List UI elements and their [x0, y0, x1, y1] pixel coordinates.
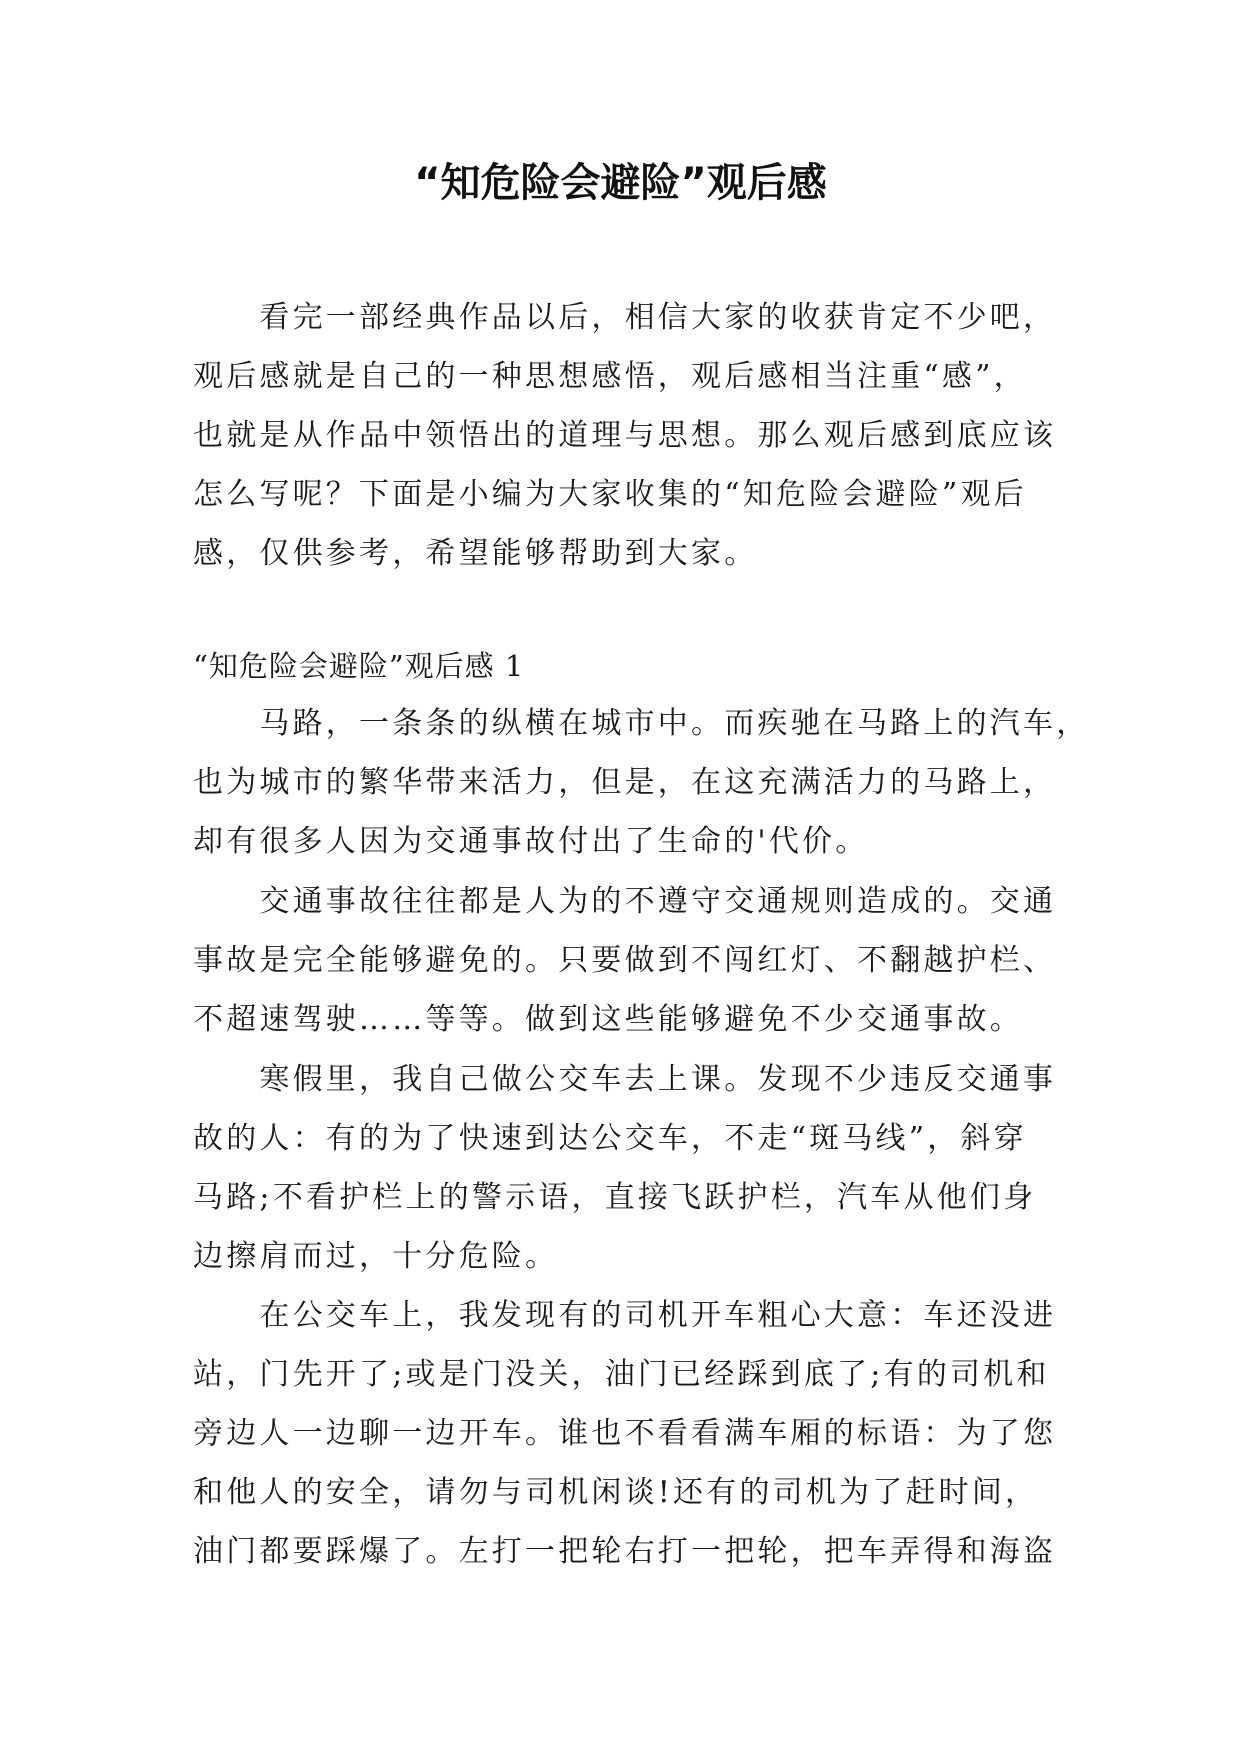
paragraph-line: 站，门先开了;或是门没关，油门已经踩到底了;有的司机和: [193, 1357, 1050, 1392]
paragraph-line: 寒假里，我自己做公交车去上课。发现不少违反交通事: [193, 1062, 1057, 1097]
intro-paragraph: [193, 288, 1065, 583]
body-paragraph-2: [193, 872, 1065, 1049]
document-title: “知危险会避险”观后感: [414, 160, 827, 206]
body-paragraph-3: [193, 1050, 1065, 1286]
intro-line: 观后感就是自己的一种思想感悟，观后感相当注重“感”，: [193, 359, 1027, 394]
paragraph-line: 却有很多人因为交通事故付出了生命的'代价。: [193, 824, 869, 859]
intro-line: 看完一部经典作品以后，相信大家的收获肯定不少吧，: [193, 300, 1057, 335]
paragraph-line: 也为城市的繁华带来活力，但是，在这充满活力的马路上，: [193, 765, 1057, 800]
body-paragraph-4: [193, 1286, 1065, 1581]
paragraph-line: 边擦肩而过，十分危险。: [193, 1239, 559, 1274]
paragraph-line: 旁边人一边聊一边开车。谁也不看看满车厢的标语：为了您: [193, 1416, 1057, 1451]
paragraph-line: 事故是完全能够避免的。只要做到不闯红灯、不翻越护栏、: [193, 943, 1057, 978]
body-paragraph-1: [193, 694, 1090, 871]
intro-line: 也就是从作品中领悟出的道理与思想。那么观后感到底应该: [193, 418, 1057, 453]
paragraph-line: 马路，一条条的纵横在城市中。而疾驰在马路上的汽车，: [193, 706, 1090, 741]
paragraph-line: 和他人的安全，请勿与司机闲谈!还有的司机为了赶时间，: [193, 1475, 1039, 1510]
paragraph-line: 油门都要踩爆了。左打一把轮右打一把轮，把车弄得和海盗: [193, 1534, 1057, 1569]
section-heading: “知危险会避险”观后感 1: [193, 649, 525, 683]
paragraph-line: 不超速驾驶……等等。做到这些能够避免不少交通事故。: [193, 1002, 1023, 1037]
paragraph-line: 马路;不看护栏上的警示语，直接飞跃护栏，汽车从他们身: [193, 1180, 1037, 1215]
paragraph-line: 交通事故往往都是人为的不遵守交通规则造成的。交通: [193, 884, 1057, 919]
intro-line: 怎么写呢？下面是小编为大家收集的“知危险会避险”观后: [193, 477, 1027, 512]
intro-line: 感，仅供参考，希望能够帮助到大家。: [193, 536, 758, 571]
paragraph-line: 在公交车上，我发现有的司机开车粗心大意：车还没进: [193, 1298, 1057, 1333]
paragraph-line: 故的人：有的为了快速到达公交车，不走“斑马线”，斜穿: [193, 1121, 1027, 1156]
